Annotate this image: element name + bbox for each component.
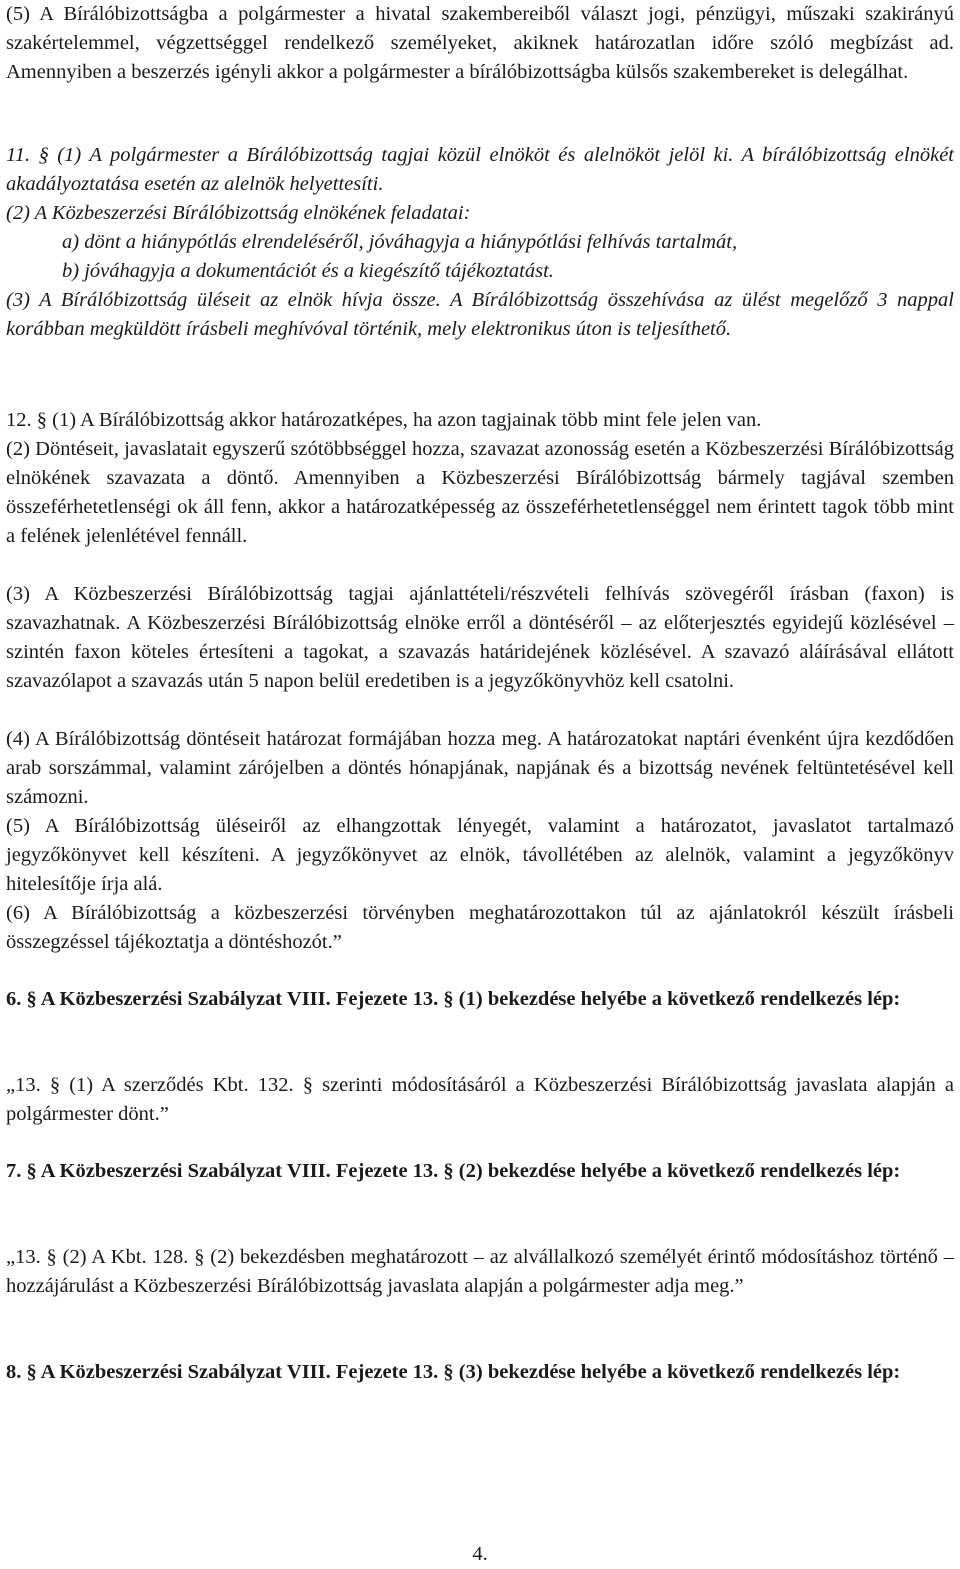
point-7-quote: „13. § (2) A Kbt. 128. § (2) bekezdésben meghatározott – az alvállalkozó személyét érintő módosításhoz történő – hozzájárulást a Közbeszerzési Bírálóbizottság javaslata alapján a polgármester adja meg.” [6,1246,954,1298]
point-8-heading: 8. § A Közbeszerzési Szabályzat VIII. Fejezete 13. § (3) bekezdése helyébe a következő rendelkezés lép: [6,1361,901,1383]
paragraph-5: (5) A Bírálóbizottságba a polgármester a hivatal szakembereiből választ jogi, pénzügyi, műszaki szakirányú szakértelemmel, végzettséggel rendelkező személyeket, akiknek határozatlan időre szóló megbízást ad. Amennyiben a beszerzés igényli akkor a polgármester a bírálóbizottságba külsős szakembereket is delegálhat. [6,3,954,84]
section-11-paragraph-1: 11. § (1) A polgármester a Bírálóbizottság tagjai közül elnököt és alelnököt jelöl ki. A bírálóbizottság elnökét akadályoztatása esetén az alelnök helyettesíti. [6,144,954,196]
section-11-item-a: a) dönt a hiánypótlás elrendeléséről, jóváhagyja a hiánypótlási felhívás tartalmát, [62,231,738,253]
section-12-paragraph-1: 12. § (1) A Bírálóbizottság akkor határozatképes, ha azon tagjainak több mint fele jelen van. [6,409,762,431]
section-11-paragraph-2: (2) A Közbeszerzési Bírálóbizottság elnökének feladatai: [6,202,471,224]
page-number: 4. [472,1543,488,1565]
section-11-paragraph-3: (3) A Bírálóbizottság üléseit az elnök hívja össze. A Bírálóbizottság összehívása az ülést megelőző 3 nappal korábban megküldött írásbeli meghívóval történik, mely elektronikus úton is teljesíthető. [6,289,954,341]
section-12-paragraph-5: (5) A Bírálóbizottság üléseiről az elhangzottak lényegét, valamint a határozatot, javaslatot tartalmazó jegyzőkönyvet kell készíteni. A jegyzőkönyvet az elnök, távollétében az alelnök, valamint a jegyzőkönyv hitelesítője írja alá. [6,815,954,896]
point-6-heading: 6. § A Közbeszerzési Szabályzat VIII. Fejezete 13. § (1) bekezdése helyébe a következő rendelkezés lép: [6,988,901,1010]
section-12-paragraph-4: (4) A Bírálóbizottság döntéseit határozat formájában hozza meg. A határozatokat naptári évenként újra kezdődően arab sorszámmal, valamint zárójelben a döntés hónapjának, napjának és a bizottság nevének feltüntetésével kell számozni. [6,728,954,809]
section-12-paragraph-2: (2) Döntéseit, javaslatait egyszerű szótöbbséggel hozza, szavazat azonosság esetén a Közbeszerzési Bírálóbizottság elnökének szavazata a döntő. Amennyiben a Közbeszerzési Bírálóbizottság bármely tagjával szemben összeférhetetlenségi ok áll fenn, akkor a határozatképesség az összeférhetetlenséggel nem érintett tagok több mint a felének jelenlétével fennáll. [6,438,954,548]
point-7-heading: 7. § A Közbeszerzési Szabályzat VIII. Fejezete 13. § (2) bekezdése helyébe a következő rendelkezés lép: [6,1160,901,1182]
section-11-item-b: b) jóváhagyja a dokumentációt és a kiegészítő tájékoztatást. [62,260,554,282]
section-12-paragraph-3: (3) A Közbeszerzési Bírálóbizottság tagjai ajánlattételi/részvételi felhívás szövegéről írásban (faxon) is szavazhatnak. A Közbeszerzési Bírálóbizottság elnöke erről a döntéséről – az előterjesztés egyidejű közlésével – szintén faxon köteles értesíteni a tagokat, a szavazás határidejének közlésével. A szavazó aláírásával ellátott szavazólapot a szavazás után 5 napon belül eredetiben is a jegyzőkönyvhöz kell csatolni. [6,583,954,693]
point-6-quote: „13. § (1) A szerződés Kbt. 132. § szerinti módosításáról a Közbeszerzési Bírálóbizottság javaslata alapján a polgármester dönt.” [6,1074,954,1126]
section-12-paragraph-6: (6) A Bírálóbizottság a közbeszerzési törvényben meghatározottakon túl az ajánlatokról készült írásbeli összegzéssel tájékoztatja a döntéshozót.” [6,902,954,954]
